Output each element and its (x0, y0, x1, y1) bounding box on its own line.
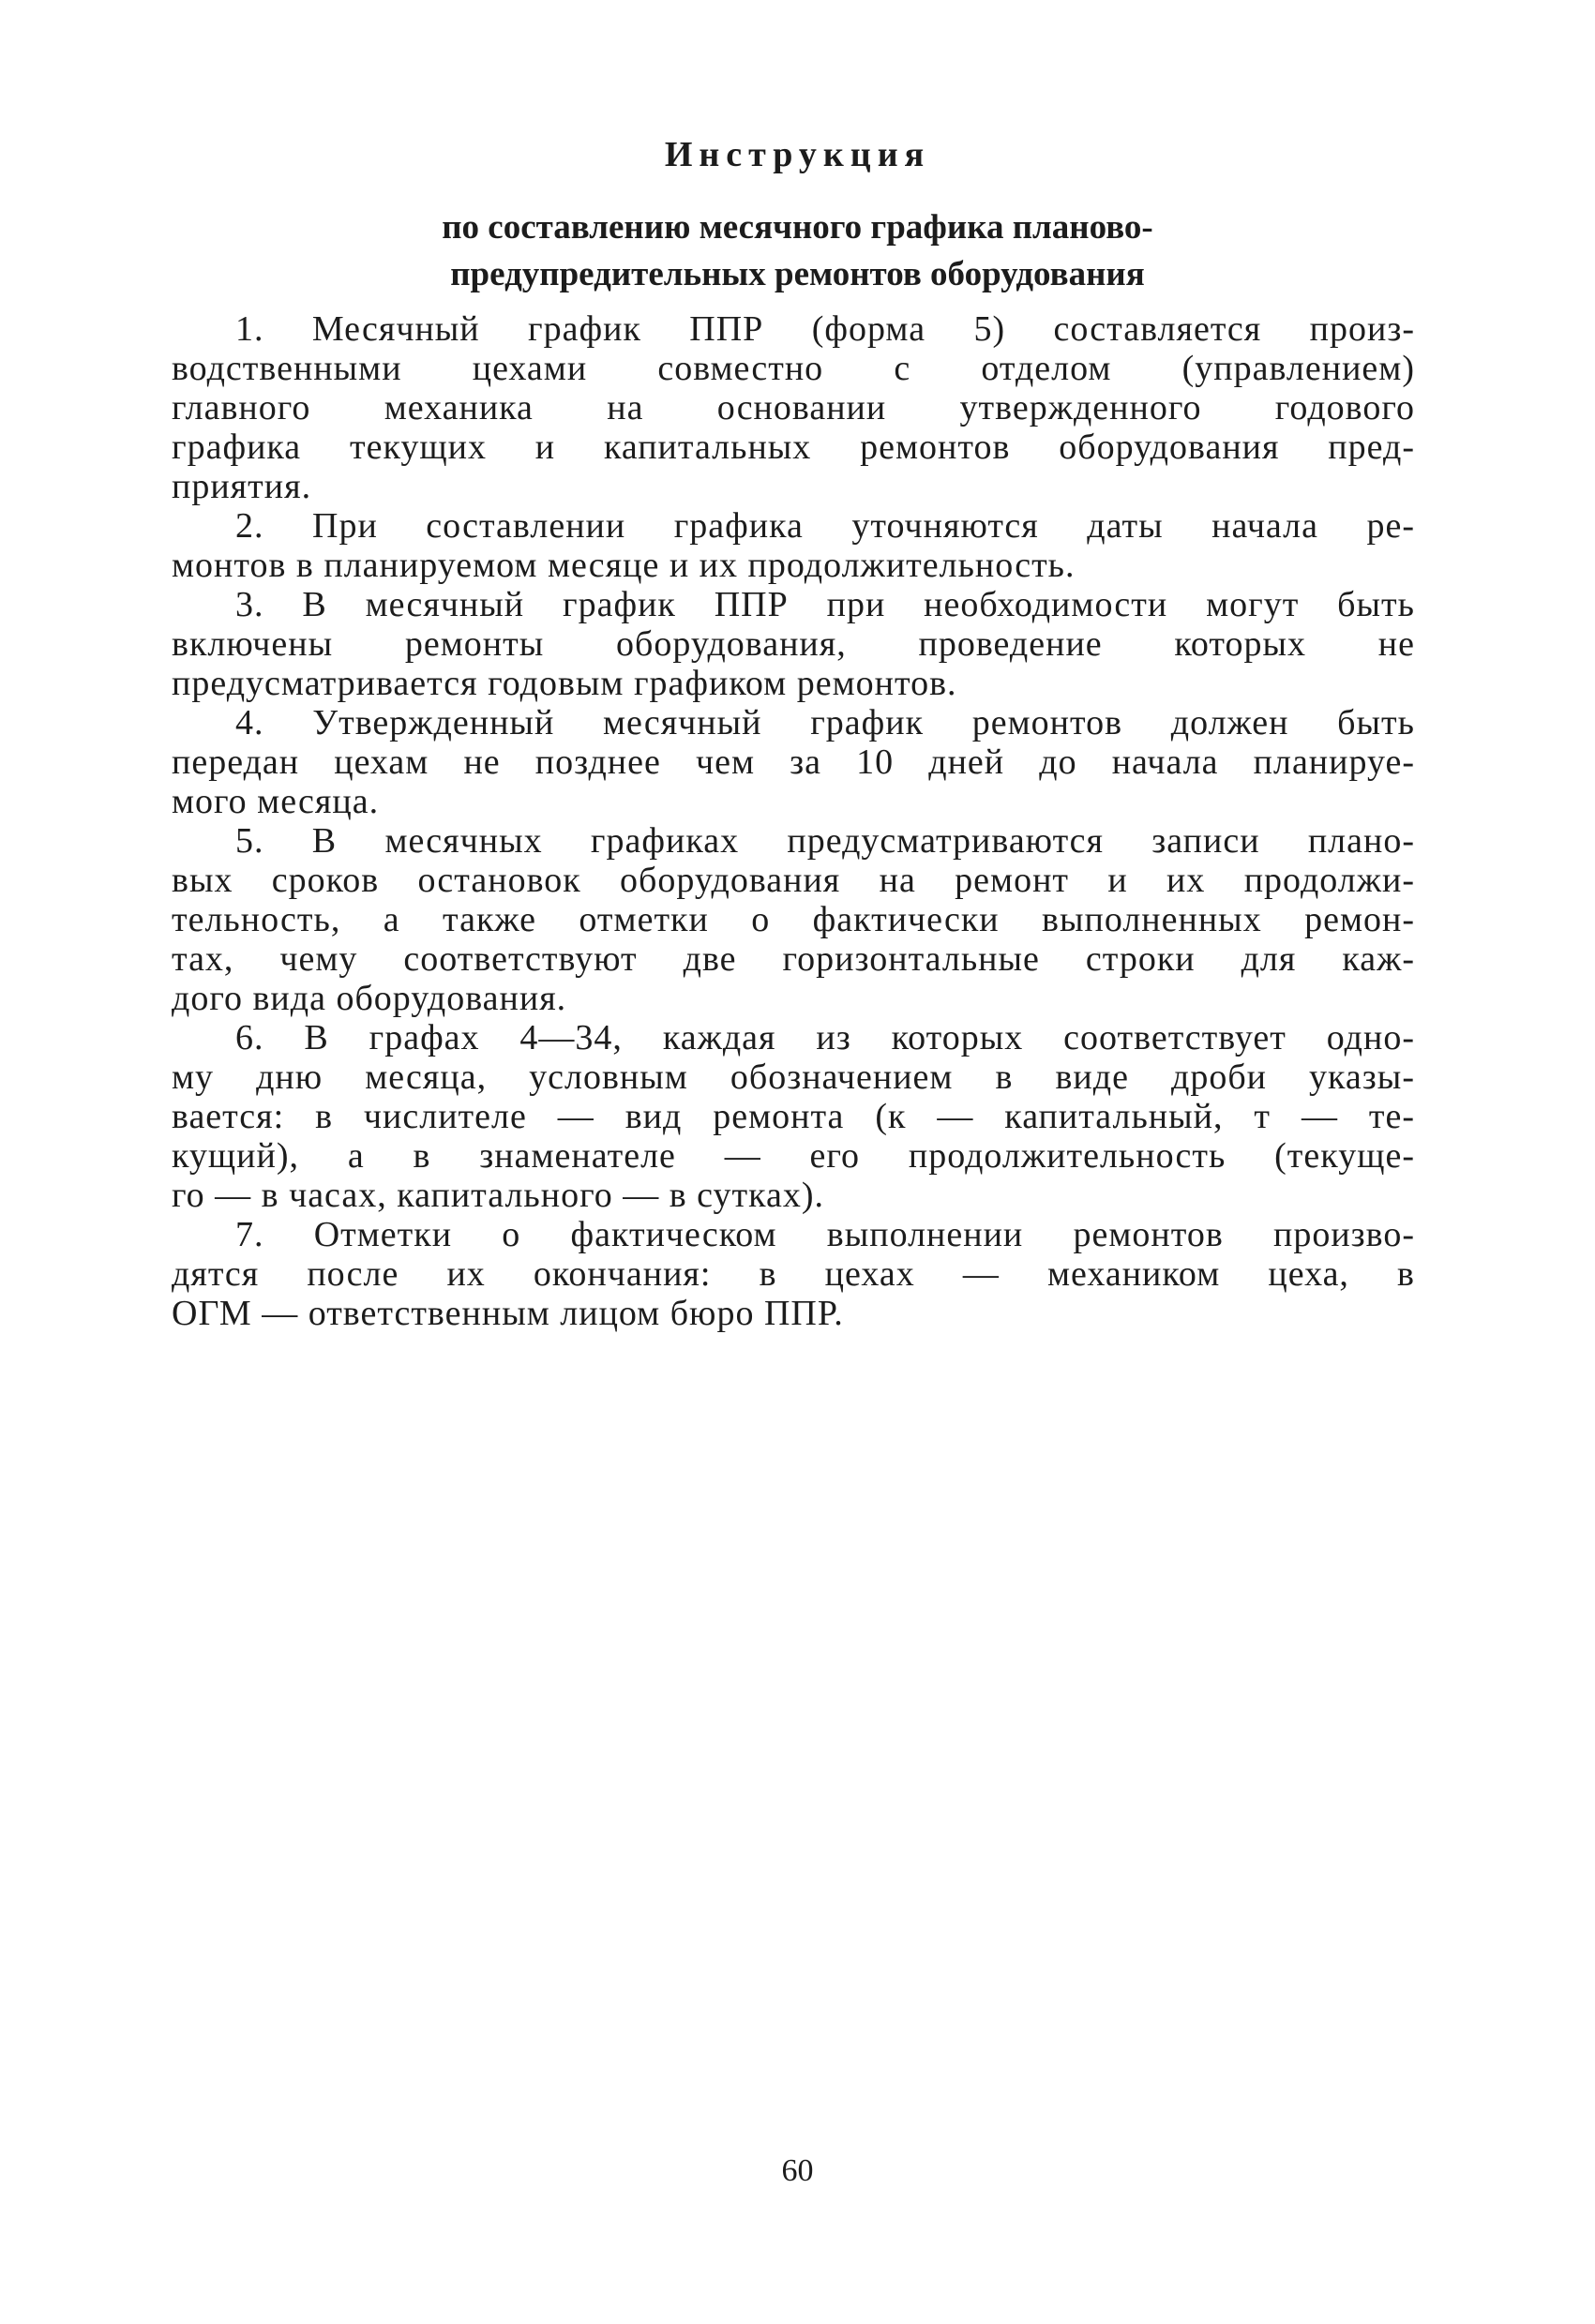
paragraph-line: вых сроков остановок оборудования на ремонт и их продолжи- (172, 861, 1415, 900)
paragraph-line: го — в часах, капитального — в сутках). (172, 1176, 825, 1215)
paragraph-line: графика текущих и капитальных ремонтов оборудования пред- (172, 427, 1415, 467)
paragraph-line: монтов в планируемом месяце и их продолжительность. (172, 546, 1076, 585)
paragraph-first-line: 3. В месячный график ППР при необходимости могут быть (235, 585, 1415, 624)
paragraph-line: передан цехам не позднее чем за 10 дней до начала планируе- (172, 742, 1415, 782)
paragraph-first-line: 7. Отметки о фактическом выполнении ремонтов произво- (235, 1215, 1415, 1254)
paragraph-line: предусматривается годовым графиком ремонтов. (172, 664, 957, 703)
page-number: 60 (781, 2153, 814, 2188)
paragraph-line: приятия. (172, 467, 312, 506)
document-title: Инструкция (664, 135, 931, 174)
paragraph-line: тельность, а также отметки о фактически выполненных ремон- (172, 900, 1415, 939)
paragraph-line: кущий), а в знаменателе — его продолжительность (текуще- (172, 1136, 1415, 1176)
paragraph-first-line: 5. В месячных графиках предусматриваются записи плано- (235, 821, 1415, 861)
paragraph-line: тах, чему соответствуют две горизонтальные строки для каж- (172, 939, 1415, 979)
paragraph-line: му дню месяца, условным обозначением в виде дроби указы- (172, 1057, 1415, 1097)
paragraph-first-line: 2. При составлении графика уточняются даты начала ре- (235, 506, 1415, 546)
paragraph-first-line: 1. Месячный график ППР (форма 5) составляется произ- (235, 309, 1415, 349)
paragraph-line: ОГМ — ответственным лицом бюро ППР. (172, 1294, 844, 1333)
paragraph-line: мого месяца. (172, 782, 380, 821)
paragraph-line: дого вида оборудования. (172, 979, 567, 1018)
subtitle-line: предупредительных ремонтов оборудования (450, 255, 1145, 293)
instruction-body (172, 309, 1415, 1333)
subtitle-line: по составлению месячного графика планово- (442, 208, 1153, 247)
paragraph-line: вается: в числителе — вид ремонта (к — капитальный, т — те- (172, 1097, 1415, 1136)
paragraph-first-line: 6. В графах 4—34, каждая из которых соответствует одно- (235, 1018, 1415, 1057)
paragraph-line: водственными цехами совместно с отделом (управлением) (172, 349, 1415, 388)
paragraph-line: дятся после их окончания: в цехах — механиком цеха, в (172, 1254, 1415, 1294)
document-subtitle (281, 204, 1314, 298)
paragraph-line: главного механика на основании утвержденного годового (172, 388, 1415, 427)
paragraph-first-line: 4. Утвержденный месячный график ремонтов должен быть (235, 703, 1415, 742)
paragraph-line: включены ремонты оборудования, проведение которых не (172, 624, 1415, 664)
